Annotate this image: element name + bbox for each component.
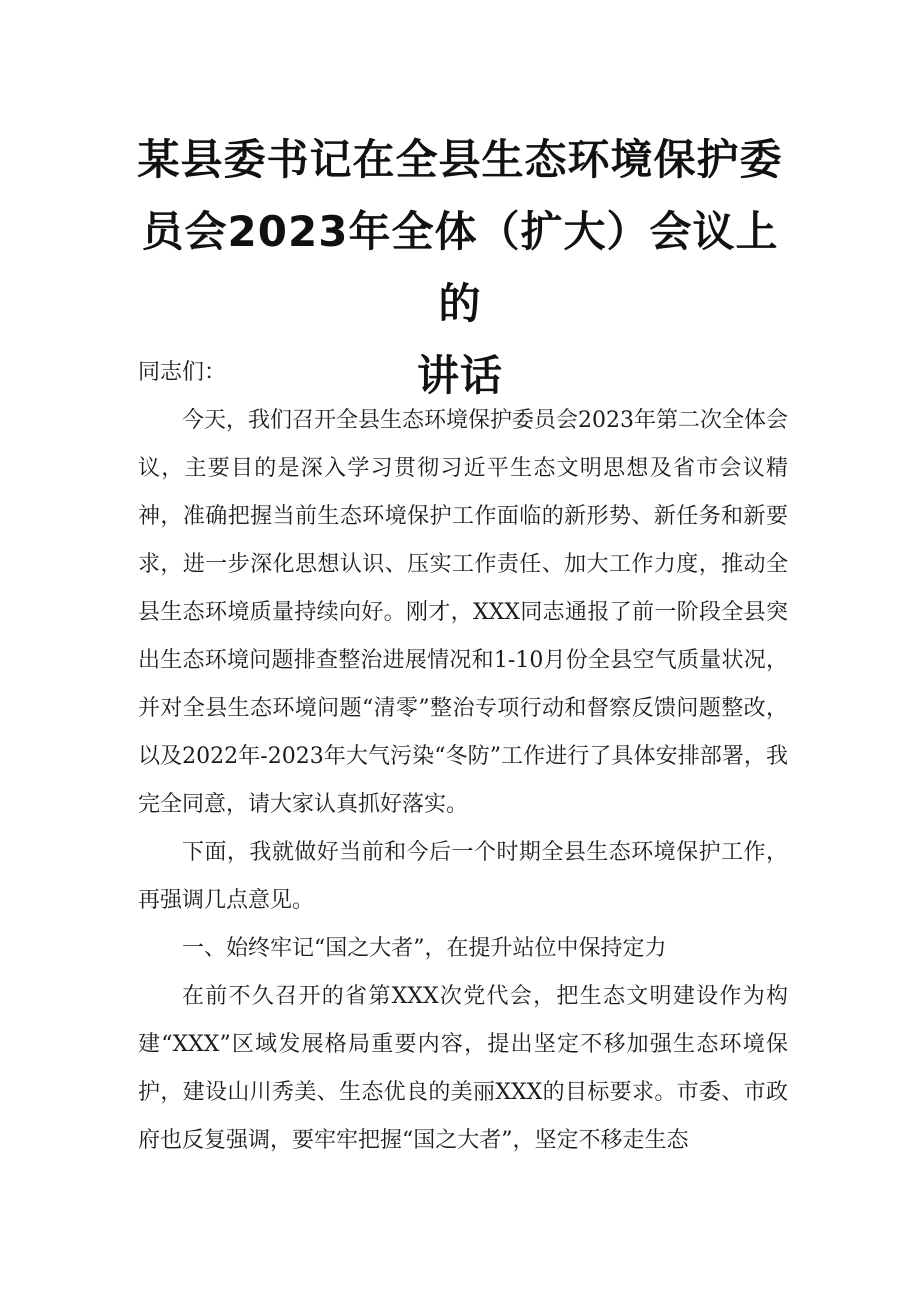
paragraph-section-1: 在前不久召开的省第XXX次党代会，把生态文明建设作为构建“XXX”区域发展格局重要内容，提出坚定不移加强生态环境保护，建设山川秀美、生态优良的美丽XXX的目标要求。市委、市政府也反复强调，要牢牢把握“国之大者”，坚定不移走生态 [138, 984, 788, 1153]
section-heading-1: 一、始终牢记“国之大者”，在提升站位中保持定力 [182, 936, 667, 961]
title-line-1: 某县委书记在全县生态环境保护委 [137, 135, 783, 184]
title-line-3: 讲话 [416, 351, 503, 400]
title-line-2: 员会2023年全体（扩大）会议上的 [141, 207, 779, 328]
salutation: 同志们： [138, 360, 227, 385]
paragraph-transition: 下面，我就做好当前和今后一个时期全县生态环境保护工作，再强调几点意见。 [138, 840, 788, 913]
document-body [138, 349, 788, 1165]
paragraph-opening: 今天，我们召开全县生态环境保护委员会2023年第二次全体会议，主要目的是深入学习贯彻习近平生态文明思想及省市会议精神，准确把握当前生态环境保护工作面临的新形势、新任务和新要求，进一步深化思想认识、压实工作责任、加大工作力度，推动全县生态环境质量持续向好。刚才，XXX同志通报了前一阶段全县突出生态环境问题排查整治进展情况和1-10月份全县空气质量状况，并对全县生态环境问题“清零”整治专项行动和督察反馈问题整改，以及2022年-2023年大气污染“冬防”工作进行了具体安排部署，我完全同意，请大家认真抓好落实。 [138, 408, 788, 817]
